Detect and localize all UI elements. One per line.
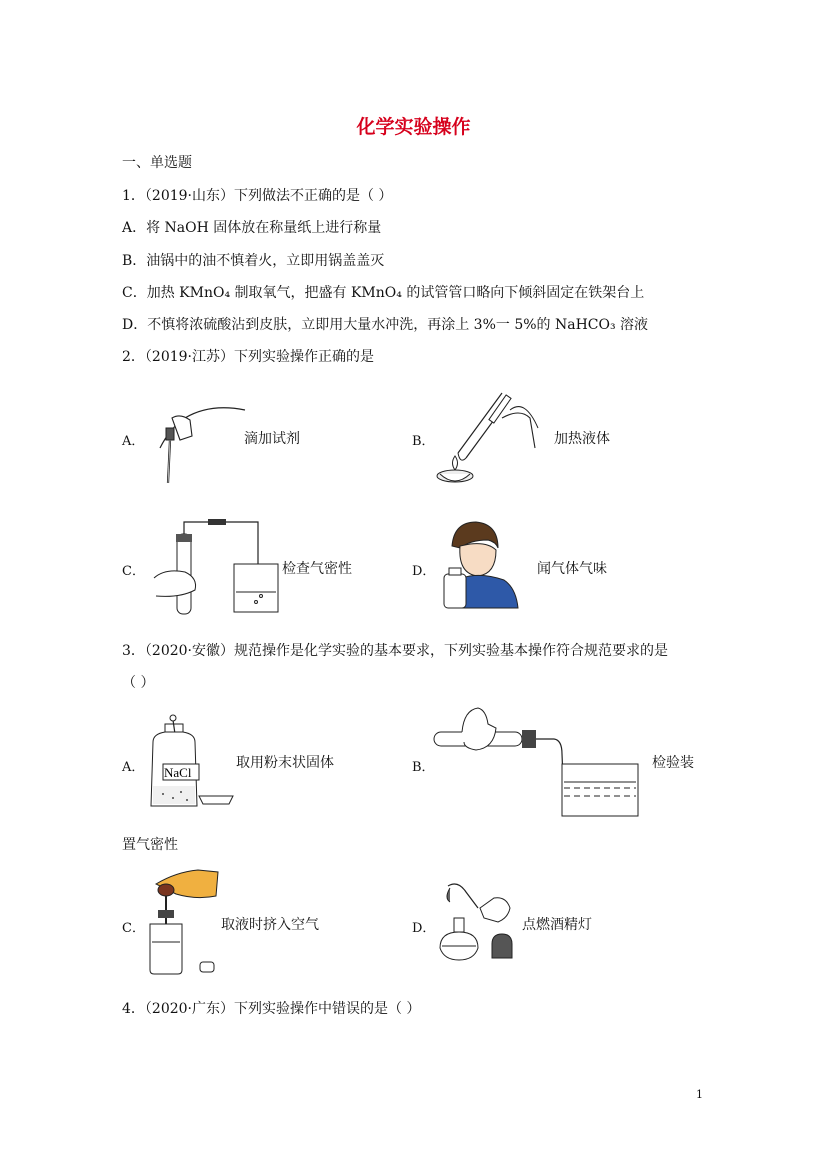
q3-option-c-letter: C． xyxy=(122,921,145,936)
q3-option-b-caption-cont: 置气密性 xyxy=(122,837,178,853)
q2-option-d-caption: 闻气体气味 xyxy=(537,561,607,577)
q3-option-d-letter: D． xyxy=(412,921,436,936)
q2-option-b-caption: 加热液体 xyxy=(554,431,610,447)
q1-option-b: B．油锅中的油不慎着火，立即用锅盖盖灭 xyxy=(122,253,385,269)
dropper-figure xyxy=(150,388,250,488)
nacl-label: NaCl xyxy=(164,765,192,780)
q4-stem: 4．（2020·广东）下列实验操作中错误的是（ ） xyxy=(122,1001,421,1017)
smell-gas-figure xyxy=(440,518,520,613)
q2-option-a-caption: 滴加试剂 xyxy=(244,431,300,447)
q3-option-d-caption: 点燃酒精灯 xyxy=(522,917,592,933)
airtightness-check-figure xyxy=(434,704,639,818)
q1-option-a: A．将 NaOH 固体放在称量纸上进行称量 xyxy=(122,220,382,236)
q3-option-b-letter: B． xyxy=(412,760,435,775)
q3-option-b-caption: 检验装 xyxy=(652,755,694,771)
q3-option-a-caption: 取用粉末状固体 xyxy=(236,755,334,771)
q2-stem: 2．（2019·江苏）下列实验操作正确的是 xyxy=(122,349,374,365)
page-title: 化学实验操作 xyxy=(356,116,471,138)
q2-option-b-letter: B． xyxy=(412,434,435,449)
powder-bottle-figure xyxy=(145,712,240,810)
q1-option-c: C．加热 KMnO₄ 制取氧气，把盛有 KMnO₄ 的试管管口略向下倾斜固定在铁架台上 xyxy=(122,285,645,301)
q3-option-a-letter: A． xyxy=(122,760,145,775)
dropper-bottle-figure xyxy=(146,864,221,979)
q2-option-c-caption: 检查气密性 xyxy=(282,561,352,577)
q2-option-c-letter: C． xyxy=(122,564,145,579)
page-number: 1 xyxy=(696,1088,703,1101)
q2-option-d-letter: D． xyxy=(412,564,436,579)
section-heading: 一、单选题 xyxy=(122,155,192,171)
q2-option-a-letter: A． xyxy=(122,434,145,449)
heating-tube-figure xyxy=(430,388,545,488)
alcohol-lamp-figure xyxy=(436,878,524,968)
q3-stem: 3．（2020·安徽）规范操作是化学实验的基本要求，下列实验基本操作符合规范要求的是 xyxy=(122,643,668,659)
q3-stem-cont: （ ） xyxy=(122,675,155,691)
airtightness-figure xyxy=(150,516,280,616)
q3-option-c-caption: 取液时挤入空气 xyxy=(221,917,319,933)
q1-stem: 1．（2019·山东）下列做法不正确的是（ ） xyxy=(122,188,393,204)
q1-option-d: D．不慎将浓硫酸沾到皮肤，立即用大量水冲洗，再涂上 3%一 5%的 NaHCO₃ 溶液 xyxy=(122,317,649,333)
